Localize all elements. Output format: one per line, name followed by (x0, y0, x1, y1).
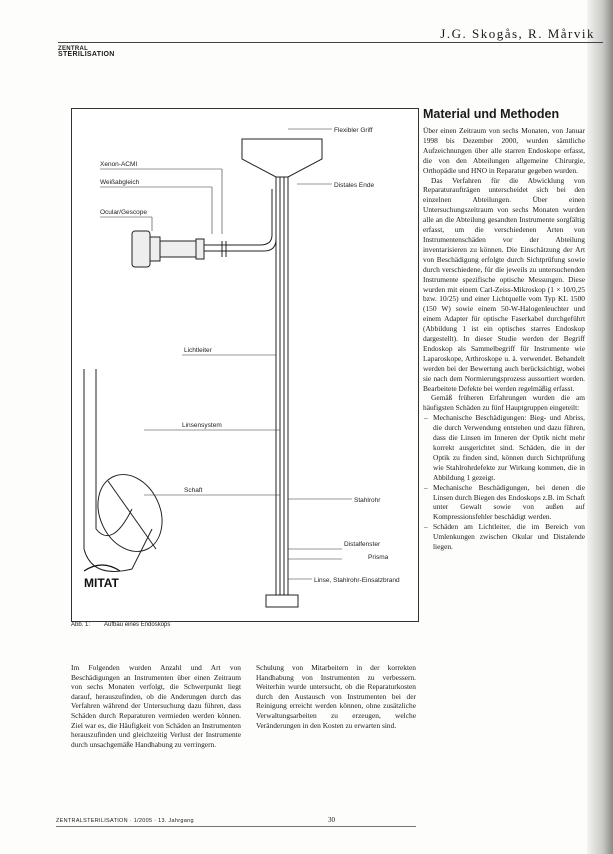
scan-edge-shadow (587, 0, 613, 854)
bottom-right-column (256, 663, 416, 730)
header-rule (58, 42, 603, 43)
section-title: Material und Methoden (423, 107, 560, 121)
bottom-right-paragraph: Schulung von Mitarbeitern in der korrekten Handhabung von Instrumenten zu verbessern. Weiterhin wurde untersucht, ob die Reparaturkosten durch den Austausch von Instrumenten bei der Reinigung erreicht werden können, ohne zusätzliche Verwaltungsarbeiten zu erzeugen, welche Veränderungen in den Kosten zu erwarten sind. (256, 663, 416, 730)
label-shaft: Schaft (184, 487, 203, 494)
damage-list (423, 413, 585, 552)
magazine-logo-line2: STERILISATION (58, 51, 115, 58)
header-authors: J.G. Skogås, R. Mårvik (440, 26, 595, 41)
label-eyepiece: Ocular/Gescope (100, 209, 147, 216)
eyepiece (132, 231, 204, 267)
paragraph-3: Gemäß früheren Erfahrungen wurden die am häufigsten Schäden zu fünf Hauptgruppen eingeteilt: (423, 393, 585, 413)
paragraph-2: Das Verfahren für die Abwicklung von Reparaturaufträgen unterscheidet sich bei den einzelnen Abteilungen. Über einen Untersuchungszeitraum von sechs Monaten wurden alle an die Abteilung gesandten Instrumente sorgfältig erfasst, um die verschiedenen Arten von Instrumentenschäden vor der Abteilung inventarisieren zu können. Die Einschätzung der Art von Beschädigung erfolgte durch Sichtprüfung sowie durch verschiedene, für die jeweils zu untersuchenden Instrumente spezifische optische Messungen. Diese wurden mit einem Carl-Zeiss-Mikroskop (1 × 10/0,25 bzw. 10/25) und einer Lichtquelle vom Typ KL 1500 (150 W) sowie einem 50-W-Halogenleuchter und einem Adapter für optische Faserkabel durchgeführt (Abbildung 1 ist ein optisches starres Endoskop dargestellt). In dieser Studie werden der Begriff Endoskop als Sammelbegriff für Instrumente wie Laparoskope, Arthroskope u. ä. verwendet. Behandelt werden bei der Bewertung auch berücksichtigt, wobei sie nach dem Normierungsprozess aussortiert worden. Bearbeitete Defekte bei werden regelmäßig erfasst. (423, 175, 585, 393)
magazine-logo (58, 46, 115, 58)
label-light-guide: Lichtleiter (184, 347, 212, 354)
bottom-left-paragraph: Im Folgenden wurden Anzahl und Art von Beschädigungen an Instrumenten über einen Zeitraum von sechs Monaten verfolgt, die Schwerpunkt liegt darauf, herauszufinden, ob die Anderungen durch das Verfahren während der Untersuchung dazu führen, dass Schäden durch Reparaturen vermieden werden können. Ziel war es, die Häufigkeit von Schäden an Instrumenten herauszufinden und gleichzeitig Verlust der Instrumente durch unsachgemäße Handhabung zu verringern. (71, 663, 241, 749)
mitat-logo (84, 565, 120, 590)
leader-lines (100, 129, 352, 579)
label-distal-end: Distales Ende (334, 182, 375, 189)
magazine-logo-line1: ZENTRAL (58, 46, 89, 52)
list-item: – Mechanische Beschädigungen, bei denen die Linsen durch Biegen des Endoskops z.B. im Schaft unter Gewalt sowie von außen auf Kompressionsfehler beschädigt werden. (433, 483, 585, 523)
label-xenon-light: Xenon-ACMI (100, 161, 138, 168)
label-white-balance: Weißabgleich (100, 179, 140, 186)
endoscope-figure (71, 108, 419, 622)
mitat-logo-text: MITAT (84, 576, 119, 590)
endoscope-diagram (72, 109, 418, 621)
label-insertion-tube: Stahlrohr (354, 497, 381, 504)
figure-caption (71, 622, 184, 628)
label-lens-system: Linsensystem (182, 422, 222, 429)
right-column (423, 126, 585, 552)
bottom-left-column (71, 663, 241, 749)
tube-head (242, 139, 322, 177)
footer-journal: ZENTRALSTERILISATION · 1/2005 · 13. Jahrgang (56, 818, 194, 824)
label-distal-window: Distalfenster (344, 541, 381, 548)
endoscope-tube (242, 139, 322, 607)
tube-tip (266, 595, 298, 607)
footer-rule (56, 826, 416, 827)
list-item: – Mechanische Beschädigungen: Bieg- und Abriss, die durch Verwendung entstehen und dazu führen, dass die Linsen im Inneren der Optik nicht mehr korrekt ausgerichtet sind. Schäden, die in der Optik zu finden sind, können durch Sichtprüfung wie Stahlrohrdefekte zur Wirkung kommen, die in Abbildung 1 gezeigt. (433, 413, 585, 482)
cutaway-detail (84, 369, 174, 572)
list-item: – Schäden am Lichtleiter, die im Bereich von Umlenkungen zwischen Okular und Distalende liegen. (433, 522, 585, 552)
label-flexible-guide: Flexibler Griff (334, 127, 373, 134)
light-guide-cable (200, 189, 276, 257)
paragraph-1: Über einen Zeitraum von sechs Monaten, von Januar 1998 bis Dezember 2000, wurden sämtliche Aufzeichnungen über alle starren Endoskope erfasst, die von den Abteilungen allgemeine Chirurgie, Orthopädie und HNO in Reparatur gegeben wurden. (423, 126, 585, 175)
tube-outer (276, 177, 288, 595)
label-lens-distal: Linse, Stahlrohr-Einsatzbrand (314, 577, 400, 584)
figure-caption-text: Aufbau eines Endoskops (104, 622, 171, 628)
figure-caption-number: Abb. 1: (71, 622, 91, 628)
page-number: 30 (328, 816, 335, 824)
label-prism: Prisma (368, 554, 389, 561)
